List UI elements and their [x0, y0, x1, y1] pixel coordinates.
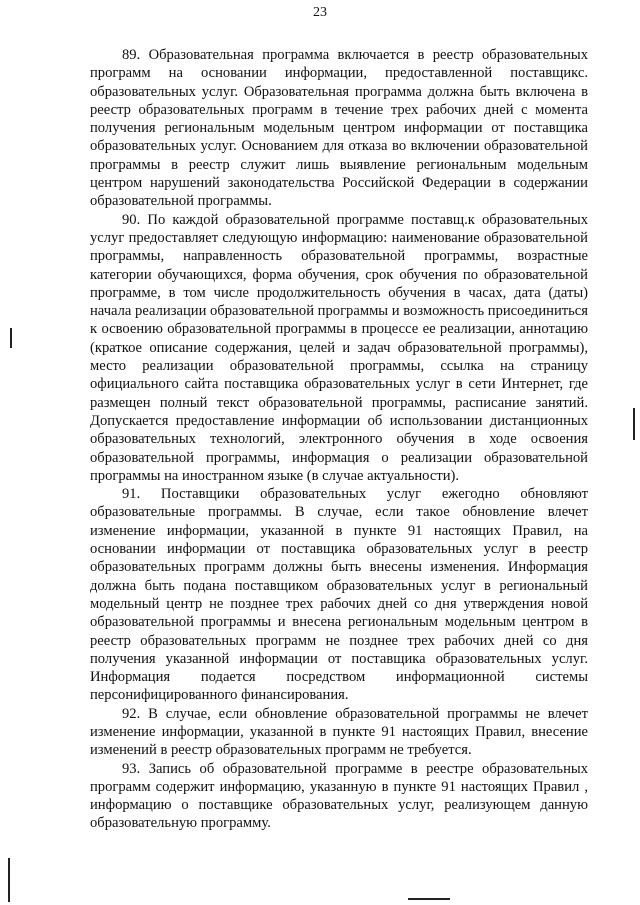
document-body — [90, 46, 588, 833]
scan-artifact-left — [10, 328, 12, 348]
paragraph-90: 90. По каждой образовательной программе поставщ.к образовательных услуг предоставляет следующую информацию: наименование образовательной программы, направленность образовательной программы, возрастные категории обучающихся, форма обучения, срок обучения по образовательной программе, в том числе продолжительность обучения в часах, дата (даты) начала реализации образовательной программы и возможность присоединиться к освоению образовательной программы в процессе ее реализации, аннотацию (краткое описание содержания, целей и задач образовательной программы), место реализации образовательной программы, ссылка на страницу официального сайта поставщика образовательных услуг в сети Интернет, где размещен полный текст образовательной программы, расписание занятий. Допускается предоставление информации об использовании дистанционных образовательных технологий, электронного обучения в ходе освоения образовательной программы, информация о реализации образовательной программы на иностранном языке (в случае актуальности). — [90, 211, 588, 484]
paragraph-91: 91. Поставщики образовательных услуг ежегодно обновляют образовательные программы. В случае, если такое обновление влечет изменение информации, указанной в пункте 91 настоящих Правил, на основании информации от поставщика образовательных услуг в реестр образовательных программ должны быть внесены изменения. Информация должна быть подана поставщиком образовательных услуг в региональный модельный центр не позднее трех рабочих дней со дня утверждения новой образовательной программы и внесена региональным модельным центром в реестр образовательных программ не позднее трех рабочих дней со дня получения указанной информации от поставщика образовательных услуг. Информация подается посредством информационной системы персонифицированного финансирования. — [90, 486, 588, 704]
scan-artifact-bottom-left — [8, 858, 10, 902]
paragraph-89: 89. Образовательная программа включается в реестр образовательных программ на основании информации, предоставленной поставщикс. образовательных услуг. Образовательная программа должна быть включена в реестр образовательных программ в течение трех рабочих дней с момента получения региональным модельным центром информации от поставщика образовательных услуг. Основанием для отказа во включении образовательной программы в реестр служит лишь выявление региональным модельным центром нарушений законодательства Российской Федерации в содержании образовательной программы. — [90, 47, 588, 210]
scan-artifact-bottom-rule — [408, 898, 450, 900]
paragraph-92: 92. В случае, если обновление образовательной программы не влечет изменение информации, указанной в пункте 91 настоящих Правил, внесение изменений в реестр образовательных программ не требуется. — [90, 705, 588, 759]
page-number: 23 — [313, 5, 327, 20]
scan-artifact-right — [633, 408, 635, 440]
paragraph-93: 93. Запись об образовательной программе в реестре образовательных программ содержит информацию, указанную в пункте 91 настоящих Правил , информацию о поставщике образовательных услуг, реализующем данную образовательную программу. — [90, 760, 588, 832]
